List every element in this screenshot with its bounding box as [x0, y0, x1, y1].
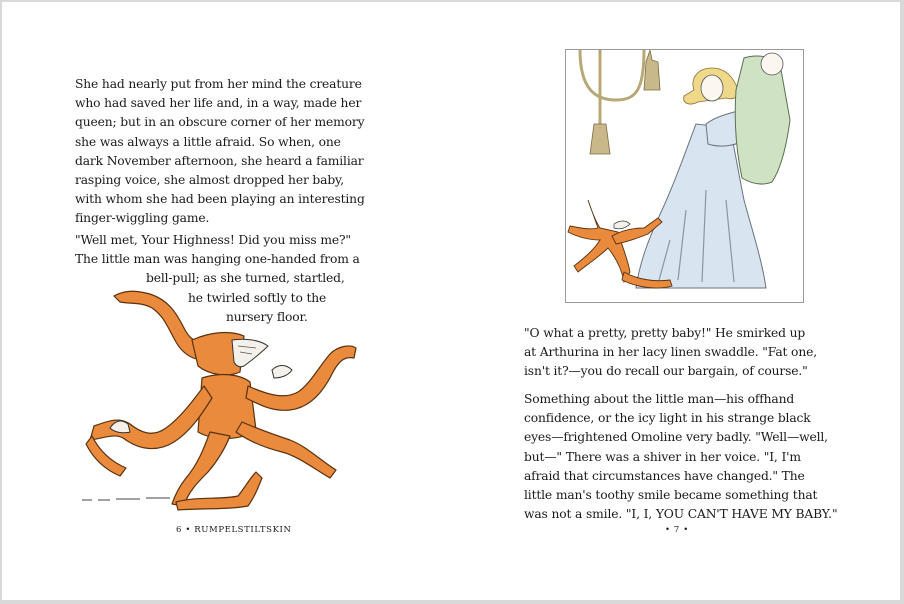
bullet-separator: •	[185, 525, 195, 535]
text-line: with whom she had been playing an interesting	[75, 192, 365, 207]
book-spread	[2, 2, 900, 600]
text-line: afraid that circumstances have changed." The	[524, 468, 805, 483]
text-line: he twirled softly to the	[188, 290, 327, 305]
running-title: RUMPELSTILTSKIN	[194, 525, 292, 535]
rumpelstiltskin-illustration	[80, 282, 365, 512]
text-line: finger-wiggling game.	[75, 211, 210, 226]
text-line: little man's toothy smile became something that	[524, 488, 818, 503]
right-page	[451, 2, 900, 600]
page-number: • 7 •	[665, 525, 689, 535]
text-line: "O what a pretty, pretty baby!" He smirked up	[524, 326, 806, 340]
page-number: 6	[176, 525, 183, 535]
paragraph-4	[524, 390, 837, 524]
paragraph-3	[524, 324, 817, 382]
text-line: eyes—frightened Omoline very badly. "Well—well,	[524, 430, 828, 445]
text-line: queen; but in an obscure corner of her memory	[75, 115, 365, 130]
text-line: but—" There was a shiver in her voice. "I, I'm	[524, 449, 801, 464]
text-line: who had saved her life and, in a way, made her	[75, 96, 362, 111]
text-line: She had nearly put from her mind the creature	[75, 77, 362, 91]
text-line: Something about the little man—his offhand	[524, 392, 795, 406]
page-footer-right	[665, 525, 689, 535]
text-line: The little man was hanging one-handed from a	[75, 252, 360, 267]
text-line: at Arthurina in her lacy linen swaddle. "Fat one,	[524, 345, 817, 360]
text-line: "Well met, Your Highness! Did you miss me?"	[75, 233, 351, 247]
text-line: rasping voice, she almost dropped her baby,	[75, 173, 344, 188]
text-line: dark November afternoon, she heard a familiar	[75, 153, 364, 168]
text-line: she was always a little afraid. So when, one	[75, 134, 341, 149]
text-line: was not a smile. "I, I, YOU CAN'T HAVE MY BABY."	[524, 507, 838, 522]
text-line: isn't it?—you do recall our bargain, of course."	[524, 364, 808, 379]
text-line: nursery floor.	[226, 309, 308, 324]
left-page	[2, 2, 451, 600]
text-line: confidence, or the icy light in his strange black	[524, 411, 811, 426]
text-line: bell-pull; as she turned, startled,	[146, 271, 345, 286]
paragraph-1	[75, 75, 365, 229]
page-footer-left	[176, 525, 292, 535]
framed-illustration	[565, 49, 804, 303]
